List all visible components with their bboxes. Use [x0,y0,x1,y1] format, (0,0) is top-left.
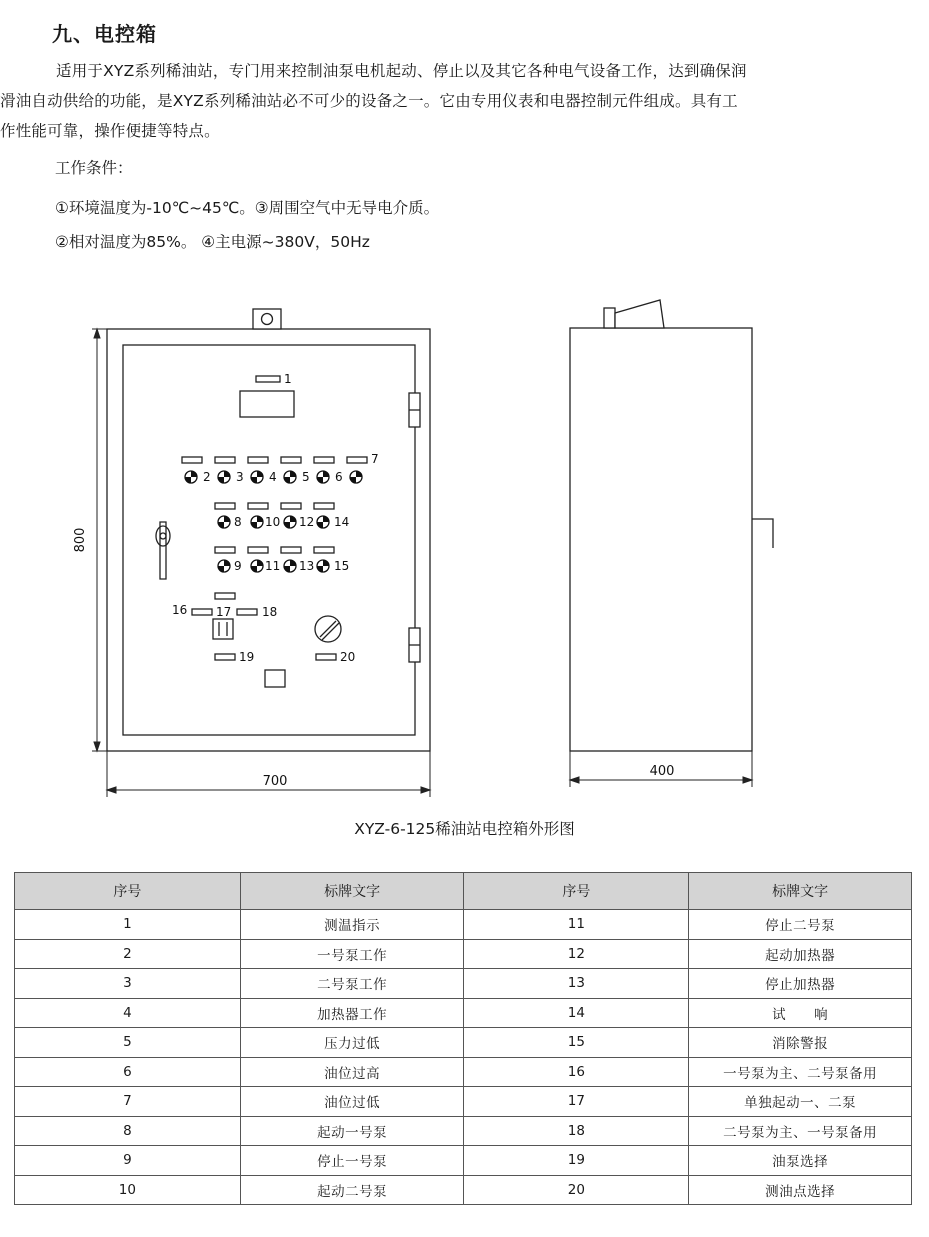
col-header-label-2: 标牌文字 [689,873,912,910]
svg-text:18: 18 [262,605,278,619]
col-header-label-1: 标牌文字 [240,873,464,910]
svg-text:8: 8 [234,515,242,529]
svg-text:7: 7 [371,452,379,466]
nameplate-1 [256,376,280,382]
svg-text:1: 1 [284,372,292,386]
door-lock [265,670,285,687]
door-handle [160,522,166,579]
table-row: 2 一号泵工作 12 起动加热器 [15,939,912,969]
lifting-eye [253,309,281,329]
svg-text:13: 13 [299,559,315,573]
figure-caption: XYZ-6-125稀油站电控箱外形图 [354,820,575,838]
svg-text:16: 16 [172,603,188,617]
svg-text:2: 2 [203,470,211,484]
front-height-label: 800 [73,527,88,553]
condition-line-1: ①环境温度为-10℃~45℃。③周围空气中无导电介质。 [55,199,440,217]
svg-text:20: 20 [340,650,356,664]
nameplate-table [14,872,912,1205]
side-outer-frame [570,328,752,751]
callouts [172,372,379,664]
table-header-row [15,873,912,910]
svg-text:19: 19 [239,650,255,664]
side-handle [752,519,773,548]
cabinet-drawing [0,290,929,850]
svg-text:3: 3 [236,470,244,484]
svg-text:12: 12 [299,515,315,529]
front-outer-frame [107,329,430,751]
selector-switch-19 [213,619,233,639]
side-depth-label: 400 [649,764,675,779]
table-row: 3 二号泵工作 13 停止加热器 [15,969,912,999]
temperature-display [240,391,294,417]
intro-line-1: 适用于XYZ系列稀油站，专门用来控制油泵电机起动、停止以及其它各种电气设备工作，达到确保润 [56,62,747,80]
intro-line-2: 滑油自动供给的功能，是XYZ系列稀油站必不可少的设备之一。它由专用仪表和电器控制元件组成。具有工 [0,92,738,110]
table-row: 5 压力过低 15 消除警报 [15,1028,912,1058]
svg-text:4: 4 [269,470,277,484]
table-row: 4 加热器工作 14 试 响 [15,998,912,1028]
svg-text:17: 17 [216,605,232,619]
table-row: 8 起动一号泵 18 二号泵为主、一号泵备用 [15,1116,912,1146]
front-door-panel [123,345,415,735]
table-row: 7 油位过低 17 单独起动一、二泵 [15,1087,912,1117]
col-header-no-2: 序号 [464,873,689,910]
col-header-no-1: 序号 [15,873,241,910]
svg-text:9: 9 [234,559,242,573]
front-view [107,309,430,751]
svg-text:14: 14 [334,515,350,529]
intro-line-3: 作性能可靠，操作便捷等特点。 [0,122,220,140]
condition-line-2: ②相对温度为85%。 ④主电源~380V，50Hz [55,233,370,251]
svg-text:15: 15 [334,559,350,573]
section-heading: 九、电控箱 [52,22,157,46]
front-width-label: 700 [262,774,288,789]
svg-text:6: 6 [335,470,343,484]
svg-text:5: 5 [302,470,310,484]
table-row: 6 油位过高 16 一号泵为主、二号泵备用 [15,1057,912,1087]
intro-paragraph [0,56,924,146]
svg-text:10: 10 [265,515,281,529]
table-row: 9 停止一号泵 19 油泵选择 [15,1146,912,1176]
table-row: 10 起动二号泵 20 测油点选择 [15,1175,912,1205]
svg-text:11: 11 [265,559,281,573]
conditions-title: 工作条件： [55,159,133,177]
table-row: 1 测温指示 11 停止二号泵 [15,910,912,940]
side-view [570,300,773,751]
